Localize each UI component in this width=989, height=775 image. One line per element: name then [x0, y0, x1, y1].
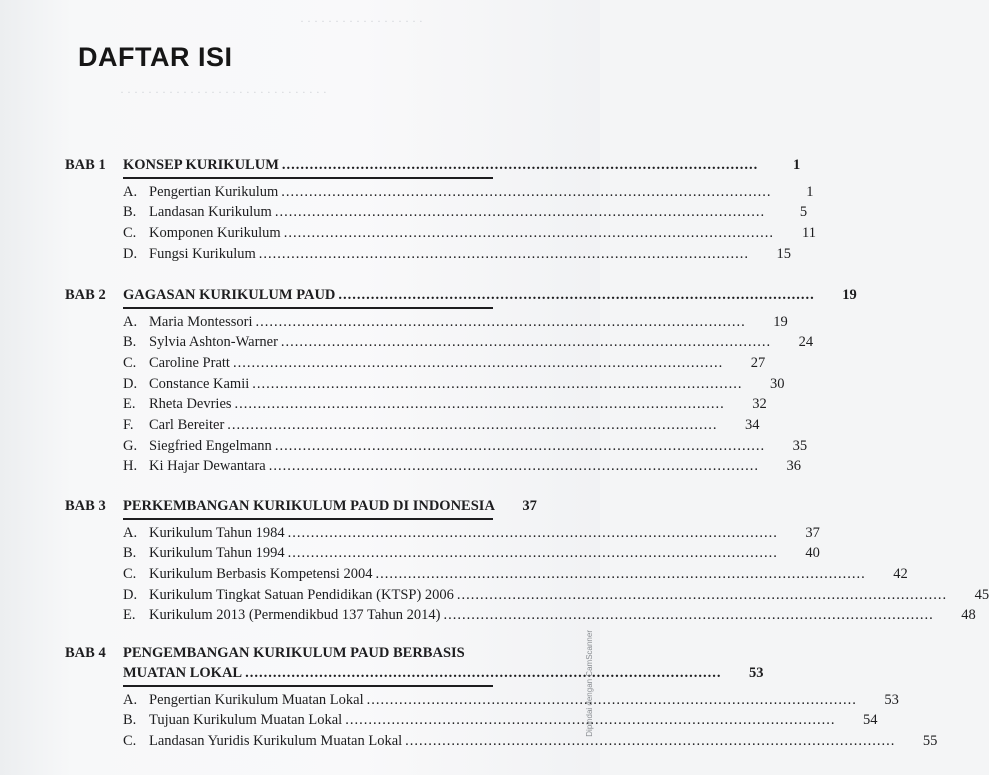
toc-item[interactable]: C. Landasan Yuridis Kurikulum Muatan Lokal .......................................................................................................... 55 — [123, 732, 938, 749]
chapter-title: PERKEMBANGAN KURIKULUM PAUD DI INDONESIA — [123, 498, 495, 514]
chapter-2 — [65, 285, 857, 477]
toc-item[interactable]: A. Maria Montessori .......................................................................................................... 19 — [123, 313, 788, 330]
toc-item[interactable]: A. Pengertian Kurikulum Muatan Lokal .......................................................................................................... 53 — [123, 691, 899, 708]
chapter-3 — [65, 496, 989, 626]
toc-item[interactable]: D. Fungsi Kurikulum .......................................................................................................... 15 — [123, 245, 791, 262]
chapter-title-line2: MUATAN LOKAL ....................................................................................................... — [123, 665, 722, 681]
dot-leader: ....................................................................................................... — [245, 665, 722, 681]
chapter-page: 19 — [842, 287, 857, 303]
chapter-number: BAB 1 — [65, 157, 106, 173]
dot-leader: ....................................................................................................... — [281, 157, 759, 173]
toc-item[interactable]: E. Kurikulum 2013 (Permendikbud 137 Tahun 2014) .......................................................................................................... 48 — [123, 607, 976, 624]
toc-item[interactable]: G. Siegfried Engelmann .......................................................................................................... 35 — [123, 437, 808, 454]
toc-item[interactable]: A. Kurikulum Tahun 1984 .......................................................................................................... 37 — [123, 524, 820, 541]
chapter-title: KONSEP KURIKULUM ....................................................................................................... — [123, 157, 759, 173]
toc-item[interactable]: D. Kurikulum Tingkat Satuan Pendidikan (KTSP) 2006 .......................................................................................................... 45 — [123, 586, 989, 603]
bleed-through-text: · · · · · · · · · · · · · · · · · · · · · · · · · · · · · · — [120, 85, 327, 99]
toc-item[interactable]: D. Constance Kamii .......................................................................................................... 30 — [123, 375, 785, 392]
toc-item[interactable]: B. Kurikulum Tahun 1994 .......................................................................................................... 40 — [123, 545, 820, 562]
chapter-heading[interactable] — [65, 155, 801, 177]
chapter-heading[interactable] — [65, 643, 764, 683]
toc-item[interactable]: C. Kurikulum Berbasis Kompetensi 2004 .......................................................................................................... 42 — [123, 565, 908, 582]
toc-item[interactable]: B. Tujuan Kurikulum Muatan Lokal .......................................................................................................... 54 — [123, 712, 878, 729]
toc-item[interactable]: B. Landasan Kurikulum .......................................................................................................... 5 — [123, 204, 808, 221]
toc-item[interactable]: H. Ki Hajar Dewantara .......................................................................................................... 36 — [123, 458, 801, 475]
chapter-rule — [123, 685, 493, 687]
page-title: DAFTAR ISI — [78, 42, 233, 72]
dot-leader: ....................................................................................................... — [338, 287, 815, 303]
chapter-rule — [123, 518, 493, 520]
toc-item[interactable]: A. Pengertian Kurikulum .......................................................................................................... 1 — [123, 183, 814, 200]
chapter-rule — [123, 177, 493, 179]
chapter-page: 1 — [793, 157, 801, 173]
chapter-number: BAB 2 — [65, 287, 106, 303]
chapter-rule — [123, 307, 493, 309]
chapter-heading[interactable] — [65, 496, 535, 518]
chapter-page: 53 — [748, 665, 764, 681]
toc-item[interactable]: B. Sylvia Ashton-Warner .......................................................................................................... 24 — [123, 334, 814, 351]
chapter-number: BAB 4 — [65, 645, 106, 661]
chapter-title-line1: PENGEMBANGAN KURIKULUM PAUD BERBASIS — [123, 645, 465, 661]
bleed-through-text: · · · · · · · · · · · · · · · · · · — [300, 14, 423, 28]
chapter-1 — [65, 155, 816, 264]
toc-item[interactable]: C. Caroline Pratt .......................................................................................................... 27 — [123, 354, 766, 371]
toc-item[interactable]: C. Komponen Kurikulum .......................................................................................................... 11 — [123, 224, 816, 241]
scanner-stamp: Dipindai dengan CamScanner — [585, 630, 594, 737]
chapter-page: 37 — [522, 498, 537, 514]
chapter-title: GAGASAN KURIKULUM PAUD ....................................................................................................... — [123, 287, 815, 303]
chapter-number: BAB 3 — [65, 498, 106, 514]
chapter-heading[interactable] — [65, 285, 857, 307]
toc-item[interactable]: F. Carl Bereiter .......................................................................................................... 34 — [123, 417, 760, 434]
toc-item[interactable]: E. Rheta Devries .......................................................................................................... 32 — [123, 396, 767, 413]
